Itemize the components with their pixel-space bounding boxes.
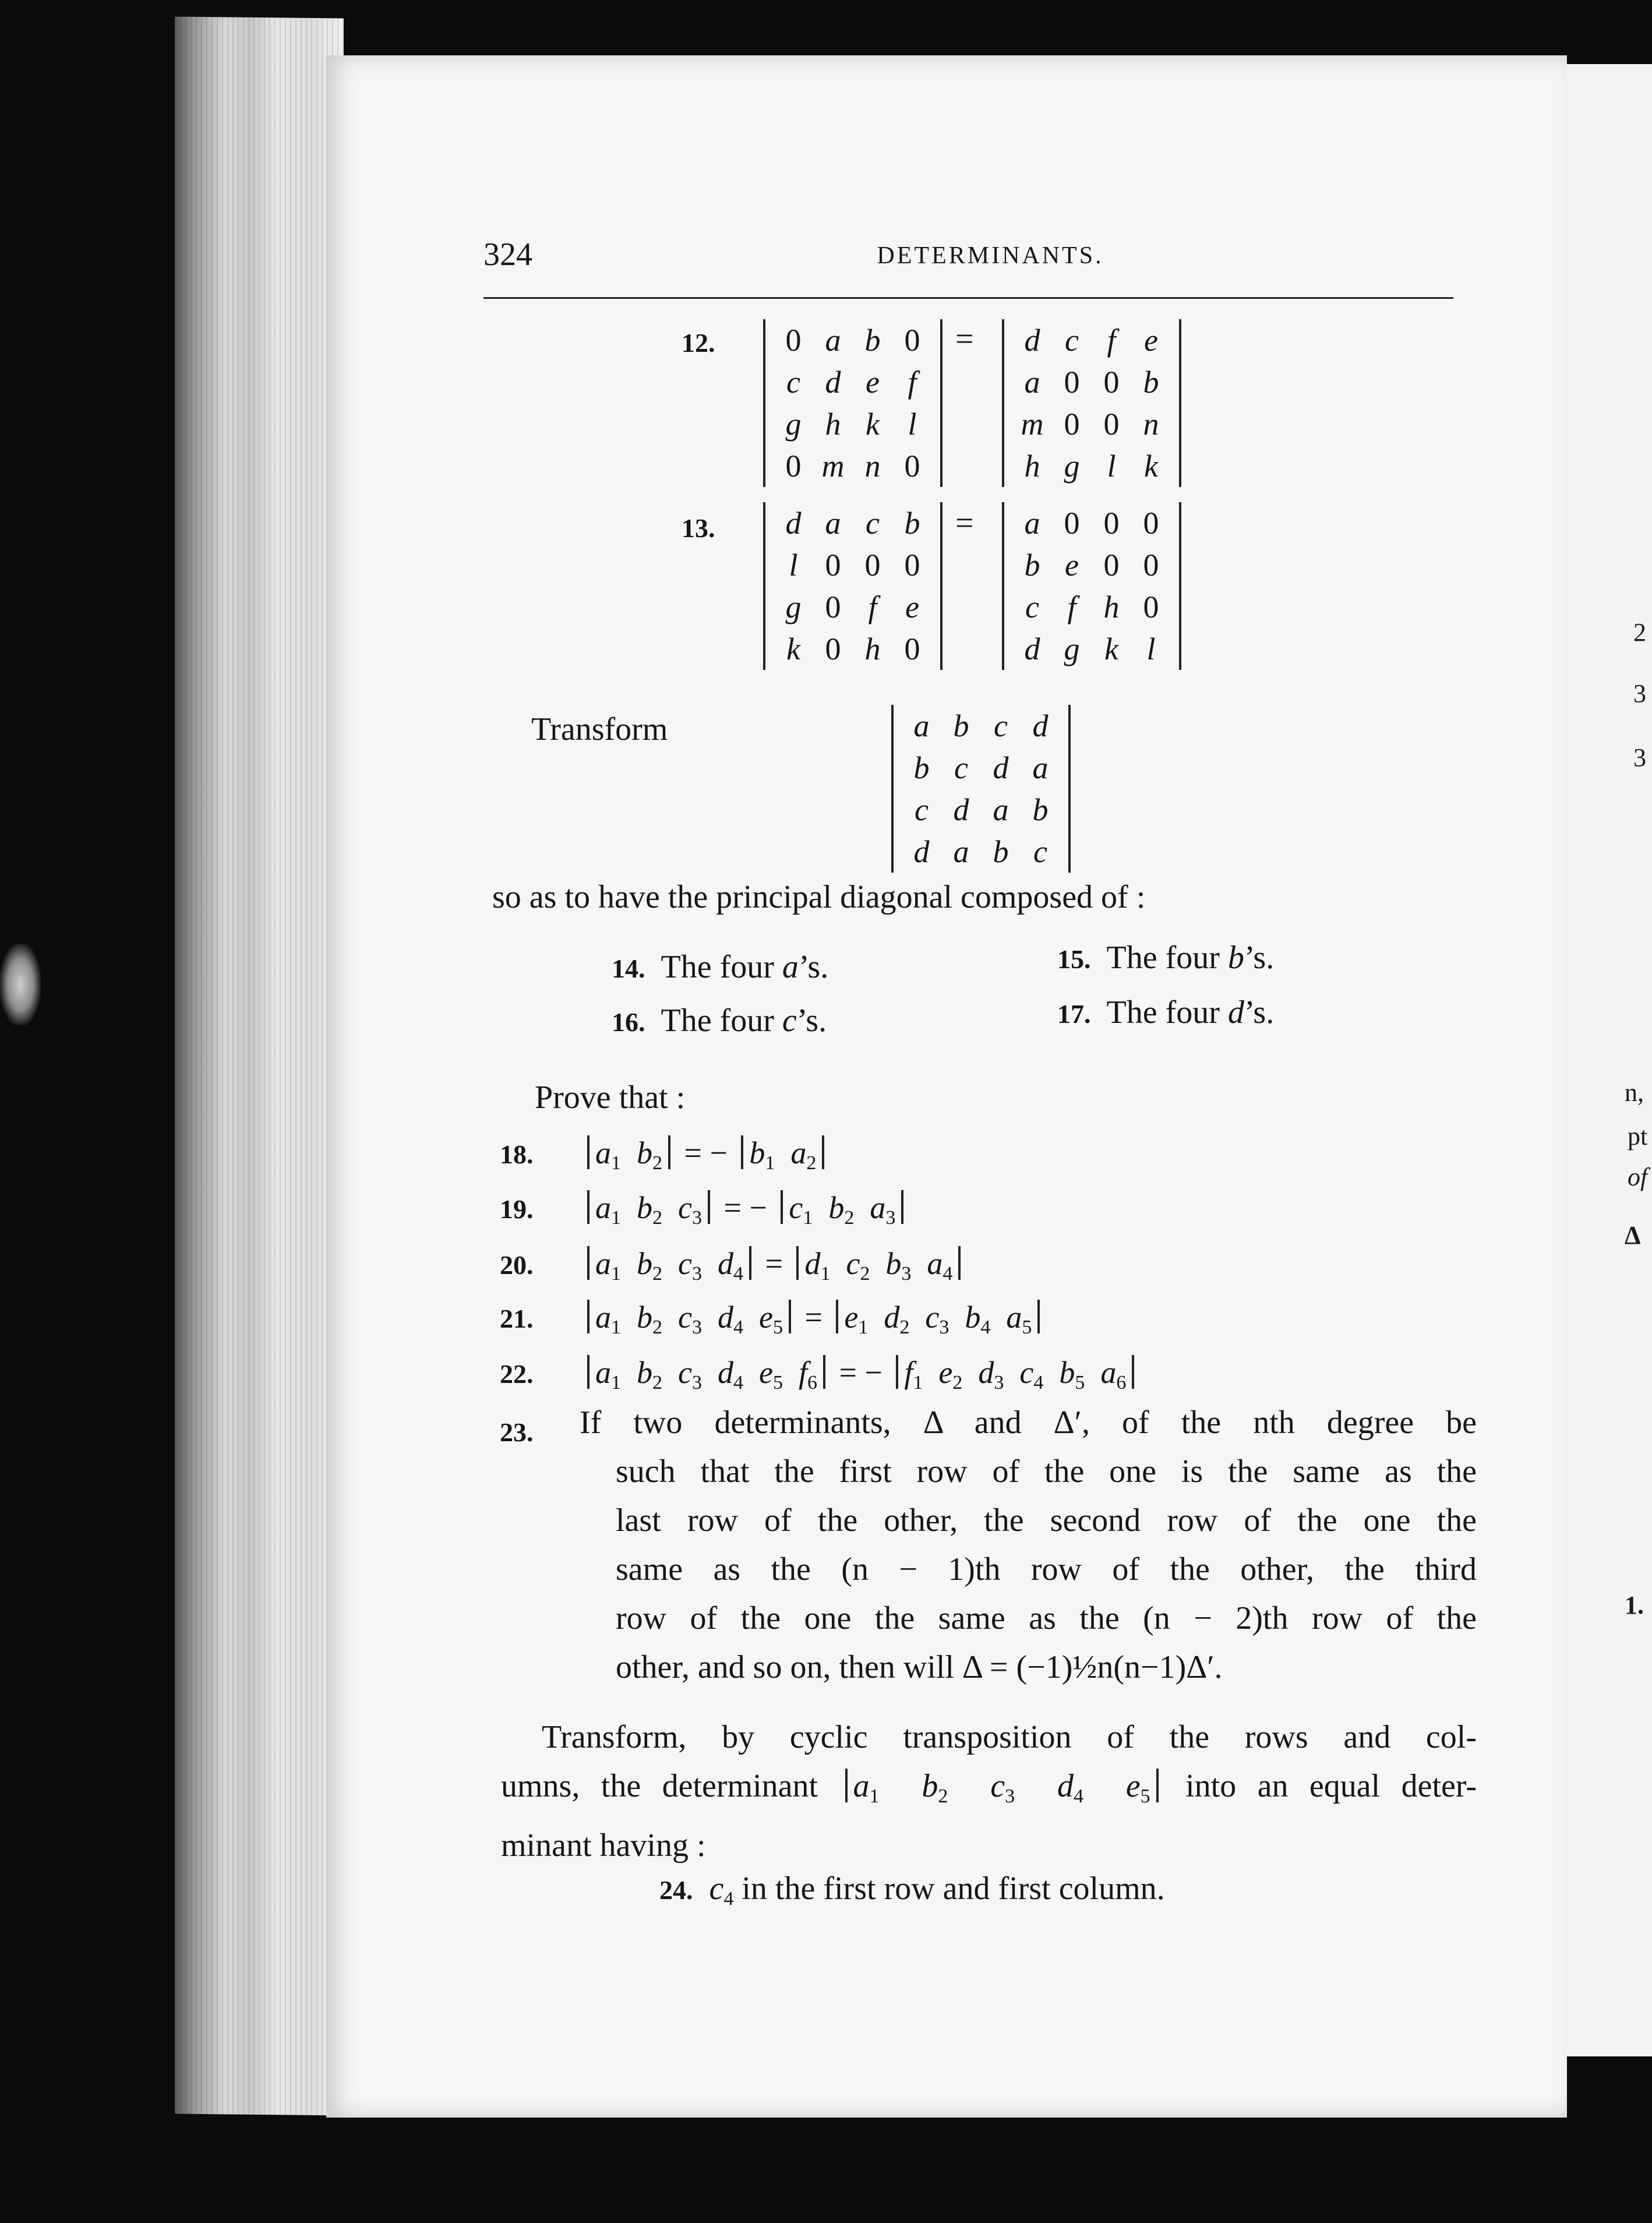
matrix-entry: b xyxy=(904,506,920,541)
prove-item: 22. a1 b2 c3 d4 e5 f6 = − f1 e2 d3 c4 b5 a6 xyxy=(500,1354,1140,1394)
running-head: DETERMINANTS. xyxy=(877,242,1104,269)
determinant-right xyxy=(1002,502,1181,670)
facing-page-fragment: Δ xyxy=(1625,1221,1641,1250)
matrix-entry: c xyxy=(1065,323,1079,358)
matrix-entry: l xyxy=(1146,631,1156,666)
transform-label: Transform xyxy=(531,711,668,747)
matrix-entry: m xyxy=(821,449,845,484)
matrix-entry: g xyxy=(1064,449,1080,484)
problem-23-line: such that the first row of the one is the same as the xyxy=(616,1453,1477,1490)
prove-heading: Prove that : xyxy=(535,1079,686,1116)
matrix-entry: 0 xyxy=(825,548,841,583)
cyclic-line: umns, the determinant a1 b2 c3 d4 e5 into an equal deter- xyxy=(501,1768,1477,1807)
matrix-entry: d xyxy=(1024,323,1040,358)
matrix-entry: a xyxy=(825,323,841,358)
facing-page-fragment: pt xyxy=(1628,1122,1648,1151)
matrix-entry: c xyxy=(866,506,880,541)
header-rule xyxy=(483,297,1453,299)
matrix-entry: k xyxy=(1144,449,1158,484)
matrix-entry: a xyxy=(1032,750,1049,785)
matrix-entry: h xyxy=(864,631,881,666)
matrix-entry: 0 xyxy=(904,449,920,484)
problem-23-line: same as the (n − 1)th row of the other, the third xyxy=(616,1551,1477,1587)
matrix-entry: e xyxy=(905,590,919,624)
matrix-entry: c xyxy=(954,750,968,785)
diag-item: 15. The four b’s. xyxy=(1057,940,1275,976)
matrix-entry: 0 xyxy=(1103,365,1120,400)
matrix-entry: h xyxy=(825,407,841,442)
matrix-entry: d xyxy=(993,750,1009,785)
transform-determinant xyxy=(891,705,1071,873)
matrix-entry: f xyxy=(908,365,917,400)
matrix-entry: a xyxy=(1024,506,1040,541)
equals-sign: = xyxy=(955,505,974,541)
matrix-entry: n xyxy=(1143,407,1159,442)
matrix-entry: b xyxy=(913,750,930,785)
prove-item: 20. a1 b2 c3 d4 = d1 c2 b3 a4 xyxy=(500,1245,966,1285)
matrix-entry: 0 xyxy=(1103,407,1120,442)
matrix-entry: l xyxy=(1107,449,1116,484)
matrix-entry: 0 xyxy=(1064,407,1080,442)
matrix-entry: e xyxy=(866,365,880,400)
matrix-entry: g xyxy=(1064,631,1080,666)
matrix-entry: 0 xyxy=(904,323,920,358)
problem-number: 23. xyxy=(500,1417,534,1447)
problem-23-line: row of the one the same as the (n − 2)th row of the xyxy=(616,1600,1477,1636)
prove-item: 18. a1 b2 = − b1 a2 xyxy=(500,1135,830,1174)
matrix-entry: 0 xyxy=(904,631,920,666)
matrix-entry: 0 xyxy=(864,548,881,583)
problem-23-text xyxy=(580,1398,1477,1692)
matrix-entry: 0 xyxy=(785,449,802,484)
book-page-edges xyxy=(175,16,344,2115)
matrix-entry: b xyxy=(1032,792,1049,827)
matrix-entry: a xyxy=(953,834,969,869)
matrix-entry: a xyxy=(913,708,930,743)
prove-item: 21. a1 b2 c3 d4 e5 = e1 d2 c3 b4 a5 xyxy=(500,1299,1046,1339)
matrix-entry: c xyxy=(1033,834,1047,869)
matrix-entry: 0 xyxy=(1064,506,1080,541)
matrix-entry: d xyxy=(825,365,841,400)
page-number: 324 xyxy=(483,237,532,273)
facing-page-fragment: 2 xyxy=(1633,618,1646,647)
matrix-entry: d xyxy=(785,506,802,541)
matrix-entry: a xyxy=(1024,365,1040,400)
matrix-entry: 0 xyxy=(1103,506,1120,541)
matrix-entry: b xyxy=(1143,365,1159,400)
matrix-entry: g xyxy=(785,407,802,442)
matrix-entry: d xyxy=(953,792,969,827)
page-header xyxy=(483,236,1450,277)
facing-page-fragment: n, xyxy=(1625,1078,1644,1107)
facing-page-fragment: 3 xyxy=(1633,743,1646,772)
matrix-entry: 0 xyxy=(1064,365,1080,400)
prove-item: 19. a1 b2 c3 = − c1 b2 a3 xyxy=(500,1190,909,1229)
matrix-entry: 0 xyxy=(1143,590,1159,624)
matrix-entry: 0 xyxy=(1143,506,1159,541)
facing-page-fragment: 3 xyxy=(1633,679,1646,708)
cyclic-line: Transform, by cyclic transposition of the rows and col- xyxy=(542,1719,1477,1755)
matrix-entry: f xyxy=(1107,323,1116,358)
determinant-left xyxy=(763,502,943,670)
facing-page-fragment: of xyxy=(1628,1163,1648,1191)
matrix-entry: 0 xyxy=(785,323,802,358)
matrix-entry: l xyxy=(908,407,917,442)
problem-number: 12. xyxy=(682,328,715,358)
matrix-entry: f xyxy=(868,590,877,624)
matrix-entry: b xyxy=(1024,548,1040,583)
matrix-entry: k xyxy=(866,407,880,442)
matrix-entry: 0 xyxy=(1143,548,1159,583)
matrix-entry: c xyxy=(786,365,800,400)
matrix-entry: l xyxy=(789,548,798,583)
diag-item: 14. The four a’s. xyxy=(612,949,829,985)
matrix-entry: d xyxy=(1032,708,1049,743)
matrix-entry: e xyxy=(1065,548,1079,583)
matrix-entry: 0 xyxy=(825,590,841,624)
problem-number: 13. xyxy=(682,513,715,543)
matrix-entry: g xyxy=(785,590,802,624)
equals-sign: = xyxy=(955,321,974,357)
matrix-entry: d xyxy=(913,834,930,869)
problem-23-line: other, and so on, then will Δ = (−1)½n(n−1)Δ′. xyxy=(616,1649,1223,1685)
determinant-right xyxy=(1002,319,1181,487)
matrix-entry: n xyxy=(864,449,881,484)
matrix-entry: h xyxy=(1103,590,1120,624)
determinant-left xyxy=(763,319,943,487)
facing-page-fragment: 1. xyxy=(1625,1591,1644,1619)
problem-23-line: If two determinants, Δ and Δ′, of the nth degree be xyxy=(580,1405,1477,1441)
matrix-entry: a xyxy=(825,506,841,541)
cyclic-paragraph xyxy=(501,1713,1477,1870)
matrix-entry: 0 xyxy=(825,631,841,666)
matrix-entry: k xyxy=(1104,631,1118,666)
matrix-entry: a xyxy=(993,792,1009,827)
matrix-entry: b xyxy=(864,323,881,358)
scan-artifact xyxy=(0,944,41,1025)
matrix-entry: b xyxy=(993,834,1009,869)
matrix-entry: e xyxy=(1144,323,1158,358)
transform-caption: so as to have the principal diagonal composed of : xyxy=(492,879,1146,915)
matrix-entry: b xyxy=(953,708,969,743)
facing-page-edge xyxy=(1555,64,1652,2056)
matrix-entry: m xyxy=(1021,407,1044,442)
problem-24: 24. c4 in the first row and first column. xyxy=(659,1871,1165,1910)
matrix-entry: d xyxy=(1024,631,1040,666)
matrix-entry: k xyxy=(786,631,800,666)
matrix-entry: c xyxy=(1025,590,1039,624)
matrix-entry: c xyxy=(994,708,1008,743)
cyclic-line: minant having : xyxy=(501,1827,706,1864)
problem-23-line: last row of the other, the second row of the one the xyxy=(616,1502,1477,1539)
matrix-entry: h xyxy=(1024,449,1040,484)
diag-item: 16. The four c’s. xyxy=(612,1003,827,1039)
matrix-entry: f xyxy=(1067,590,1076,624)
diag-item: 17. The four d’s. xyxy=(1057,994,1275,1031)
matrix-entry: 0 xyxy=(904,548,920,583)
matrix-entry: c xyxy=(915,792,929,827)
matrix-entry: 0 xyxy=(1103,548,1120,583)
